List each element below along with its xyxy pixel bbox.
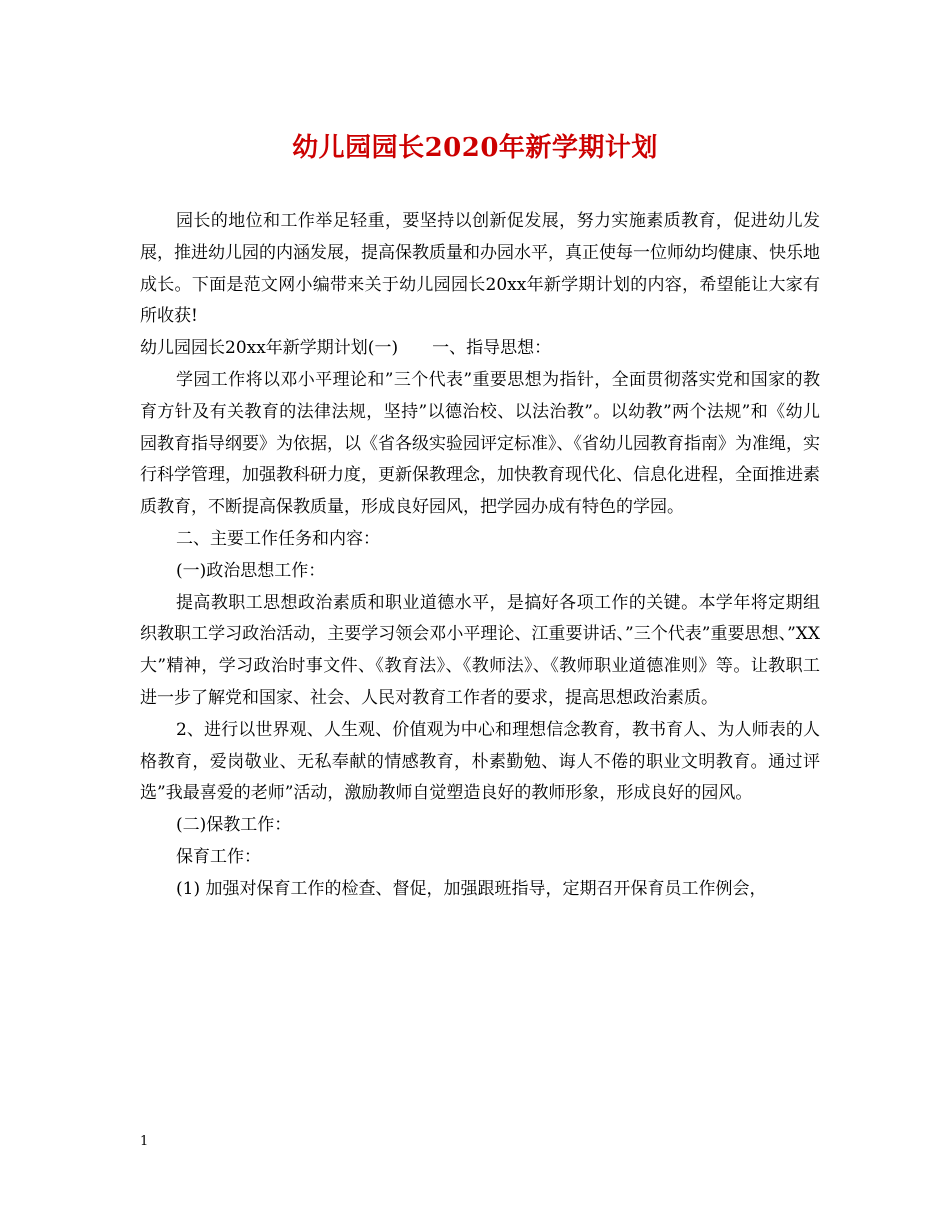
paragraph-plan-heading: 幼儿园园长20xx年新学期计划(一) 一、指导思想：	[140, 338, 552, 359]
document-body	[140, 206, 820, 906]
subsection-heading-political: (一)政治思想工作：	[176, 560, 326, 581]
paragraph-care-item-1: (1) 加强对保育工作的检查、督促，加强跟班指导，定期召开保育员工作例会，	[176, 878, 767, 899]
page-number: 1	[140, 1134, 149, 1149]
subsection-heading-care-education: (二)保教工作：	[176, 815, 292, 836]
section-heading-main-tasks: 二、主要工作任务和内容：	[176, 528, 380, 549]
subsection-heading-care-work: 保育工作：	[176, 846, 261, 867]
document-title: 幼儿园园长2020年新学期计划	[292, 133, 658, 163]
paragraph-intro: 园长的地位和工作举足轻重，要坚持以创新促发展，努力实施素质教育，促进幼儿发展，推进幼儿园的内涵发展，提高保教质量和办园水平，真正使每一位师幼均健康、快乐地成长。下面是范文网小编带来关于幼儿园园长20xx年新学期计划的内容，希望能让大家有所收获!	[140, 211, 820, 327]
paragraph-guiding-thought: 学园工作将以邓小平理论和”三个代表”重要思想为指针，全面贯彻落实党和国家的教育方针及有关教育的法律法规，坚持”以德治校、以法治教”。以幼教”两个法规”和《幼儿园教育指导纲要》为依据，以《省各级实验园评定标准》、《省幼儿园教育指南》为准绳，实行科学管理，加强教科研力度，更新保教理念，加快教育现代化、信息化进程，全面推进素质教育，不断提高保教质量，形成良好园风，把学园办成有特色的学园。	[140, 369, 820, 518]
paragraph-political-work: 提高教职工思想政治素质和职业道德水平，是搞好各项工作的关键。本学年将定期组织教职工学习政治活动，主要学习领会邓小平理论、江重要讲话、”三个代表”重要思想、”XX大”精神，学习政治时事文件、《教育法》、《教师法》、《教师职业道德准则》等。让教职工进一步了解党和国家、社会、人民对教育工作者的要求，提高思想政治素质。	[140, 592, 820, 708]
paragraph-moral-education: 2、进行以世界观、人生观、价值观为中心和理想信念教育，教书育人、为人师表的人格教育，爱岗敬业、无私奉献的情感教育，朴素勤勉、诲人不倦的职业文明教育。通过评选”我最喜爱的老师”活动，激励教师自觉塑造良好的教师形象，形成良好的园风。	[140, 719, 820, 804]
